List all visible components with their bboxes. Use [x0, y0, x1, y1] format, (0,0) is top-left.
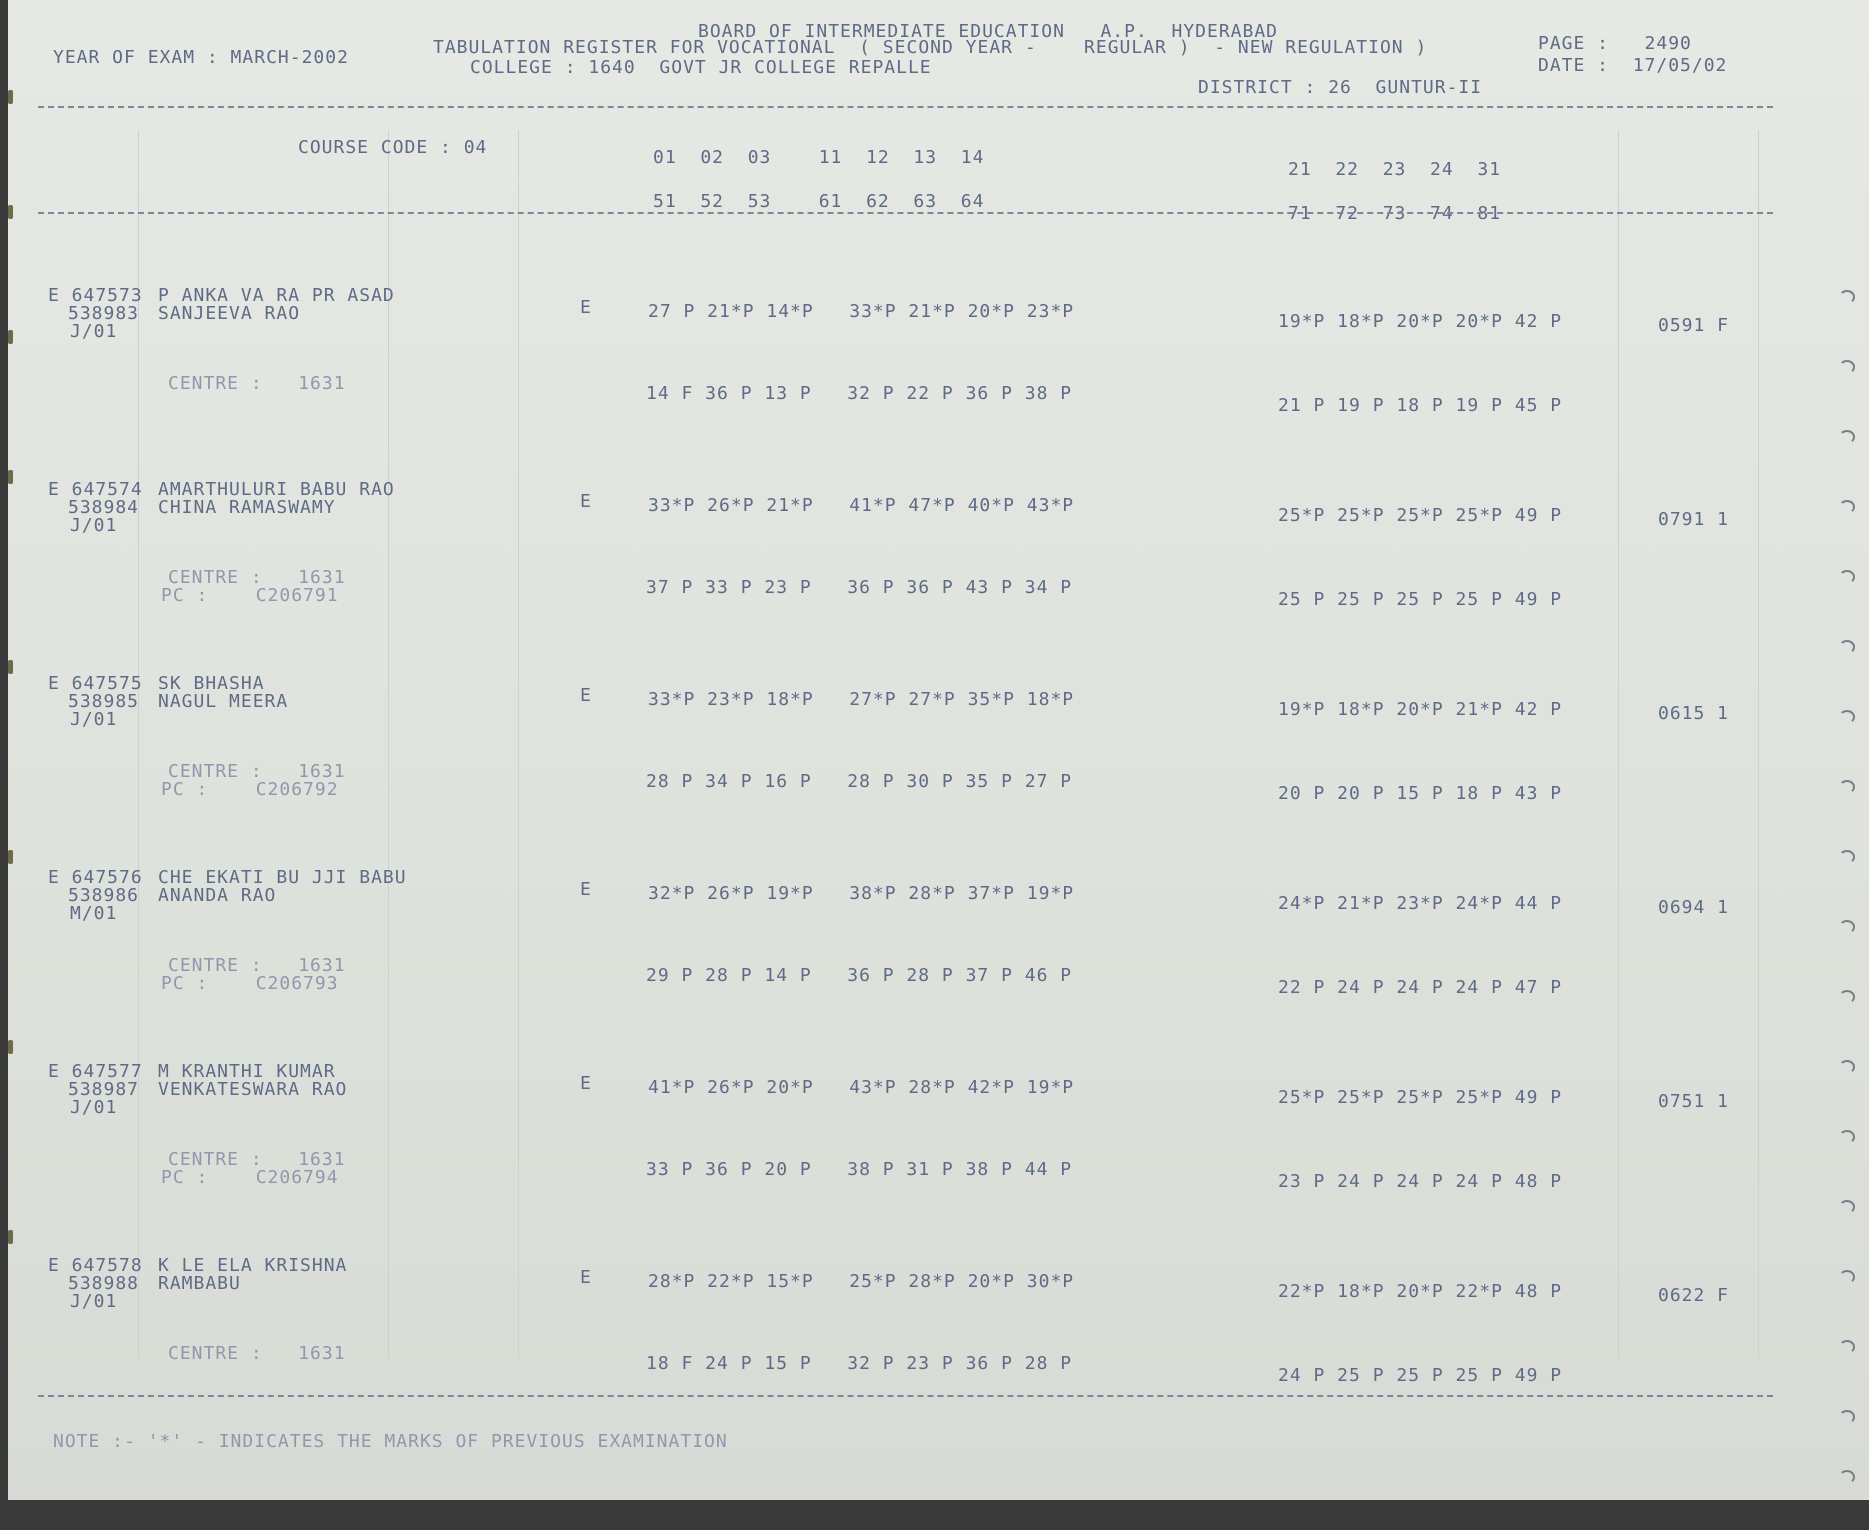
marks-row1-b: 24*P 21*P 23*P 24*P 44 P	[1278, 893, 1563, 914]
enrolment-no: E 647574	[48, 479, 143, 500]
enrolment-no: E 647573	[48, 285, 143, 306]
hall-ticket-no: 538987	[68, 1079, 140, 1100]
medium: E	[580, 685, 592, 706]
pc-number: PC : C206792	[161, 779, 339, 800]
centre: CENTRE : 1631	[168, 955, 346, 976]
enrolment-no: E 647577	[48, 1061, 143, 1082]
student-record	[8, 674, 1869, 864]
batch: J/01	[70, 515, 118, 536]
student-record	[8, 1062, 1869, 1252]
hall-ticket-no: 538988	[68, 1273, 140, 1294]
enrolment-no: E 647575	[48, 673, 143, 694]
marks-row1-a: 27 P 21*P 14*P 33*P 21*P 20*P 23*P	[648, 301, 1075, 322]
student-name: M KRANTHI KUMAR	[158, 1061, 336, 1082]
subject-codes-row2-b: 71 72 73 74 81	[1288, 203, 1502, 224]
father-name: NAGUL MEERA	[158, 691, 289, 712]
marks-row2-b: 20 P 20 P 15 P 18 P 43 P	[1278, 783, 1563, 804]
marks-row2-a: 37 P 33 P 23 P 36 P 36 P 43 P 34 P	[646, 577, 1073, 598]
footer-divider	[38, 1395, 1773, 1397]
register-title: TABULATION REGISTER FOR VOCATIONAL ( SECOND YEAR - REGULAR ) - NEW REGULATION )	[433, 37, 1428, 58]
medium: E	[580, 879, 592, 900]
student-record	[8, 286, 1869, 476]
enrolment-no: E 647578	[48, 1255, 143, 1276]
course-code: COURSE CODE : 04	[298, 137, 488, 158]
sprocket-hole	[1839, 1470, 1855, 1484]
marks-row1-b: 19*P 18*P 20*P 21*P 42 P	[1278, 699, 1563, 720]
pc-number: PC : C206791	[161, 585, 339, 606]
hall-ticket-no: 538984	[68, 497, 140, 518]
marks-row2-b: 22 P 24 P 24 P 24 P 47 P	[1278, 977, 1563, 998]
centre: CENTRE : 1631	[168, 373, 346, 394]
marks-row2-a: 18 F 24 P 15 P 32 P 23 P 36 P 28 P	[646, 1353, 1073, 1374]
marks-row2-b: 25 P 25 P 25 P 25 P 49 P	[1278, 589, 1563, 610]
hall-ticket-no: 538986	[68, 885, 140, 906]
marks-row1-b: 19*P 18*P 20*P 20*P 42 P	[1278, 311, 1563, 332]
marks-row1-b: 25*P 25*P 25*P 25*P 49 P	[1278, 505, 1563, 526]
college-info: COLLEGE : 1640 GOVT JR COLLEGE REPALLE	[470, 57, 932, 78]
total-result: 0694 1	[1658, 897, 1730, 918]
student-name: P ANKA VA RA PR ASAD	[158, 285, 395, 306]
marks-row2-a: 14 F 36 P 13 P 32 P 22 P 36 P 38 P	[646, 383, 1073, 404]
centre: CENTRE : 1631	[168, 1149, 346, 1170]
district-info: DISTRICT : 26 GUNTUR-II	[1198, 77, 1483, 98]
student-record	[8, 480, 1869, 670]
page-number: PAGE : 2490	[1538, 33, 1692, 54]
centre: CENTRE : 1631	[168, 761, 346, 782]
marks-row2-a: 29 P 28 P 14 P 36 P 28 P 37 P 46 P	[646, 965, 1073, 986]
enrolment-no: E 647576	[48, 867, 143, 888]
columns-divider	[38, 212, 1773, 214]
total-result: 0751 1	[1658, 1091, 1730, 1112]
batch: J/01	[70, 1097, 118, 1118]
medium: E	[580, 297, 592, 318]
perforation-mark	[8, 205, 13, 219]
father-name: RAMBABU	[158, 1273, 241, 1294]
tabulation-sheet	[8, 0, 1869, 1500]
marks-row1-a: 33*P 23*P 18*P 27*P 27*P 35*P 18*P	[648, 689, 1075, 710]
hall-ticket-no: 538985	[68, 691, 140, 712]
exam-year: YEAR OF EXAM : MARCH-2002	[53, 47, 349, 68]
centre: CENTRE : 1631	[168, 1343, 346, 1364]
pc-number: PC : C206794	[161, 1167, 339, 1188]
father-name: CHINA RAMASWAMY	[158, 497, 336, 518]
board-title: BOARD OF INTERMEDIATE EDUCATION A.P. HYDERABAD	[698, 21, 1279, 42]
centre: CENTRE : 1631	[168, 567, 346, 588]
marks-row1-a: 33*P 26*P 21*P 41*P 47*P 40*P 43*P	[648, 495, 1075, 516]
medium: E	[580, 491, 592, 512]
marks-row1-b: 22*P 18*P 20*P 22*P 48 P	[1278, 1281, 1563, 1302]
student-record	[8, 868, 1869, 1058]
father-name: VENKATESWARA RAO	[158, 1079, 348, 1100]
student-name: AMARTHULURI BABU RAO	[158, 479, 395, 500]
marks-row2-b: 23 P 24 P 24 P 24 P 48 P	[1278, 1171, 1563, 1192]
father-name: SANJEEVA RAO	[158, 303, 301, 324]
perforation-mark	[8, 90, 13, 104]
marks-row2-a: 33 P 36 P 20 P 38 P 31 P 38 P 44 P	[646, 1159, 1073, 1180]
marks-row1-a: 41*P 26*P 20*P 43*P 28*P 42*P 19*P	[648, 1077, 1075, 1098]
student-name: SK BHASHA	[158, 673, 265, 694]
father-name: ANANDA RAO	[158, 885, 277, 906]
pc-number: PC : C206793	[161, 973, 339, 994]
marks-row1-a: 32*P 26*P 19*P 38*P 28*P 37*P 19*P	[648, 883, 1075, 904]
batch: J/01	[70, 321, 118, 342]
batch: J/01	[70, 709, 118, 730]
total-result: 0615 1	[1658, 703, 1730, 724]
marks-row1-a: 28*P 22*P 15*P 25*P 28*P 20*P 30*P	[648, 1271, 1075, 1292]
marks-row2-b: 24 P 25 P 25 P 25 P 49 P	[1278, 1365, 1563, 1386]
print-date: DATE : 17/05/02	[1538, 55, 1728, 76]
subject-codes-row1-b: 21 22 23 24 31	[1288, 159, 1502, 180]
batch: J/01	[70, 1291, 118, 1312]
header-divider	[38, 106, 1773, 108]
total-result: 0791 1	[1658, 509, 1730, 530]
subject-codes-row2-a: 51 52 53 61 62 63 64	[653, 191, 985, 212]
batch: M/01	[70, 903, 118, 924]
student-name: K LE ELA KRISHNA	[158, 1255, 348, 1276]
marks-row2-a: 28 P 34 P 16 P 28 P 30 P 35 P 27 P	[646, 771, 1073, 792]
total-result: 0591 F	[1658, 315, 1730, 336]
marks-row2-b: 21 P 19 P 18 P 19 P 45 P	[1278, 395, 1563, 416]
student-name: CHE EKATI BU JJI BABU	[158, 867, 407, 888]
subject-codes-row1-a: 01 02 03 11 12 13 14	[653, 147, 985, 168]
medium: E	[580, 1267, 592, 1288]
total-result: 0622 F	[1658, 1285, 1730, 1306]
marks-row1-b: 25*P 25*P 25*P 25*P 49 P	[1278, 1087, 1563, 1108]
medium: E	[580, 1073, 592, 1094]
footnote: NOTE :- '*' - INDICATES THE MARKS OF PREVIOUS EXAMINATION	[53, 1431, 728, 1452]
hall-ticket-no: 538983	[68, 303, 140, 324]
student-record	[8, 1256, 1869, 1446]
